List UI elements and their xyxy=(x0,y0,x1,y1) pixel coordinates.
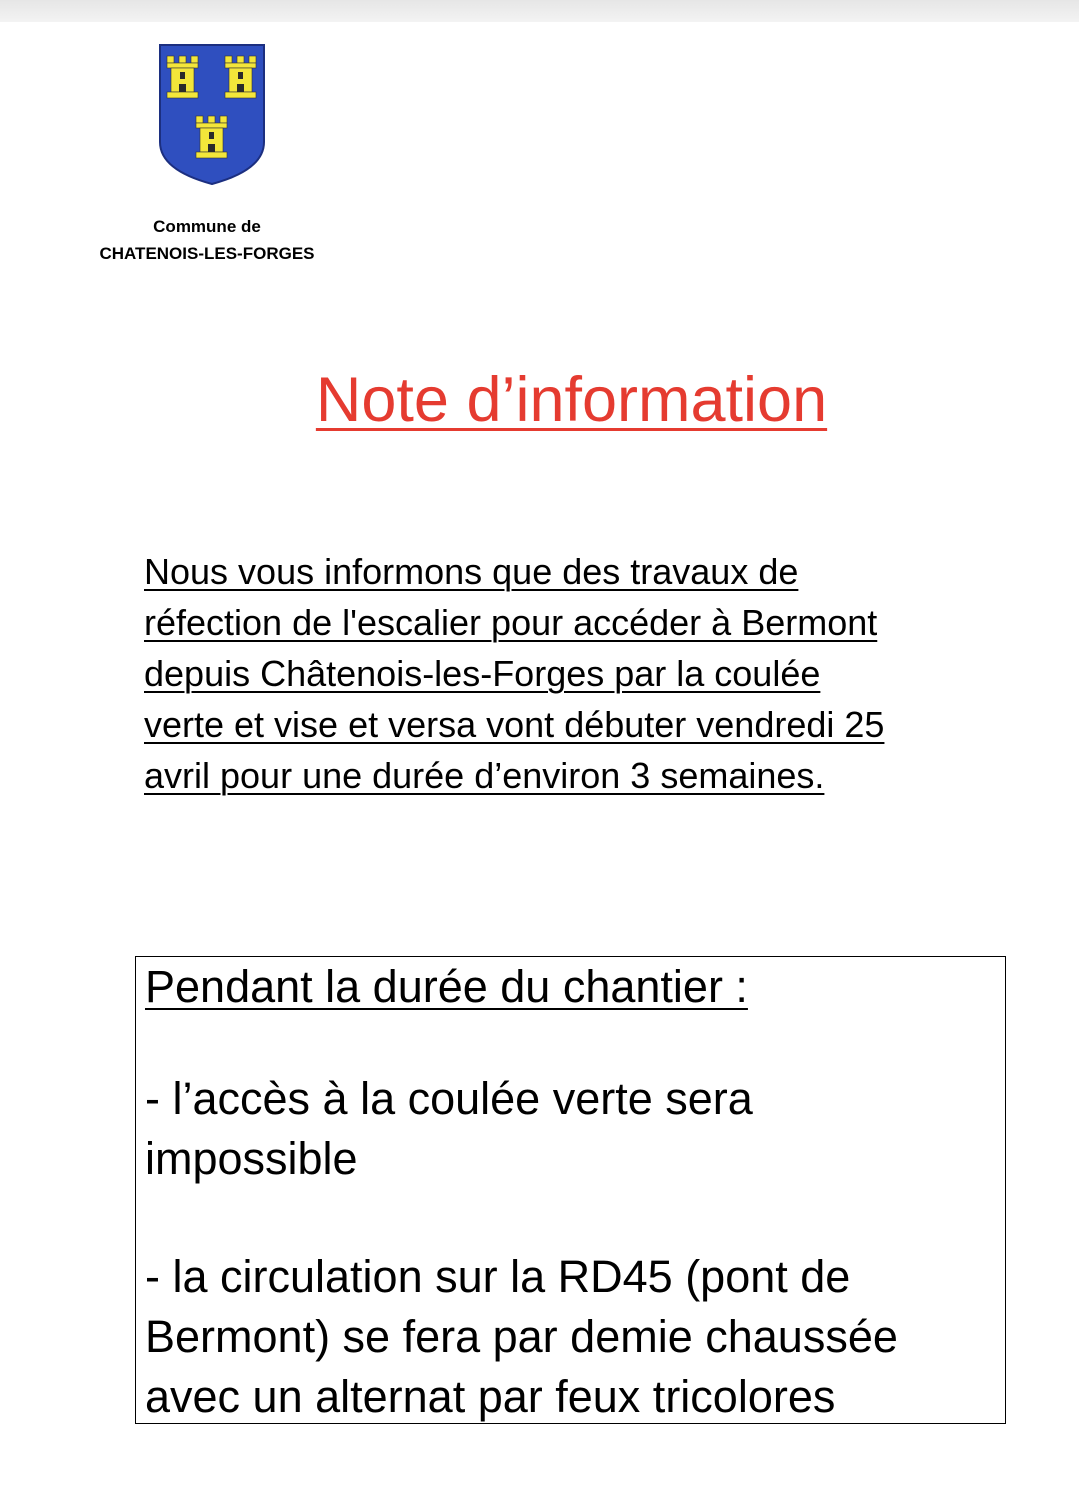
notice-item-line: - l’accès à la coulée verte sera xyxy=(145,1073,753,1124)
notice-item-line: - la circulation sur la RD45 (pont de xyxy=(145,1251,851,1302)
notice-item-line: avec un alternat par feux tricolores xyxy=(145,1371,836,1422)
commune-name: CHATENOIS-LES-FORGES xyxy=(99,244,315,263)
notice-item-line: impossible xyxy=(145,1133,358,1184)
top-band xyxy=(0,0,1079,22)
intro-paragraph xyxy=(144,546,1024,801)
coat-of-arms-icon xyxy=(157,42,267,187)
intro-line: réfection de l'escalier pour accéder à Bermont xyxy=(144,602,878,643)
intro-line: verte et vise et versa vont débuter vendredi 25 xyxy=(144,704,885,745)
notice-item-line: Bermont) se fera par demie chaussée xyxy=(145,1311,898,1362)
commune-label: Commune de xyxy=(153,217,261,236)
notice-box xyxy=(135,956,1006,1424)
intro-line: avril pour une durée d’environ 3 semaines. xyxy=(144,755,825,796)
notice-heading: Pendant la durée du chantier : xyxy=(145,961,748,1012)
page-title: Note d’information xyxy=(315,365,828,435)
intro-line: depuis Châtenois-les-Forges par la coulée xyxy=(144,653,821,694)
intro-line: Nous vous informons que des travaux de xyxy=(144,551,799,592)
